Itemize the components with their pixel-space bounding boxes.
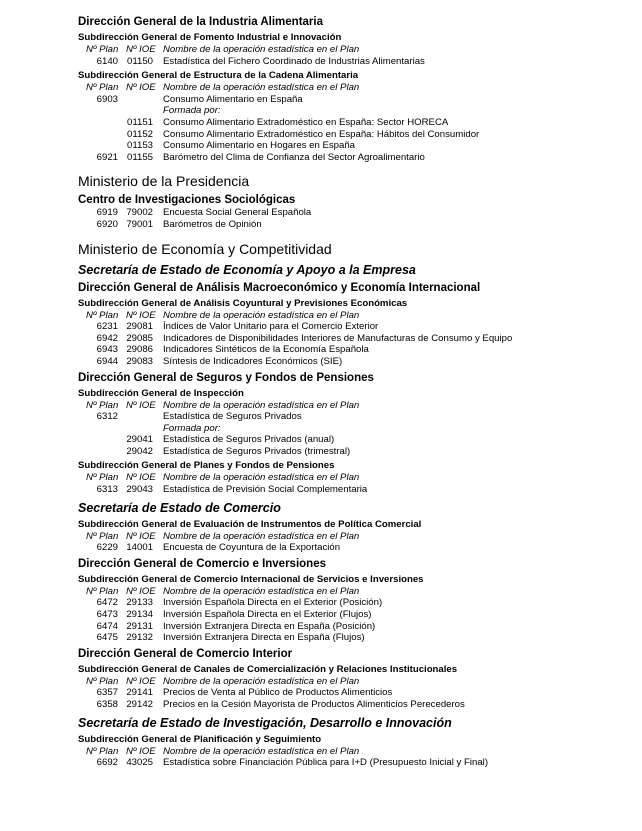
table-row xyxy=(78,542,618,554)
subdirectorate-heading: Subdirección General de Planes y Fondos de Pensiones xyxy=(78,460,335,472)
table-row xyxy=(78,446,618,458)
plan-number xyxy=(78,140,118,152)
plan-number: 6472 xyxy=(96,597,118,609)
ioe-number: 43025 xyxy=(126,757,153,769)
operation-name: Encuesta Social General Española xyxy=(163,207,312,219)
header-ioe-number: Nº IOE xyxy=(126,399,156,411)
plan-number: 6920 xyxy=(96,218,118,230)
table-row xyxy=(78,757,618,769)
operation-name: Indicadores Sintéticos de la Economía Española xyxy=(163,344,369,356)
column-header-row xyxy=(78,82,618,94)
plan-number: 6474 xyxy=(96,620,118,632)
column-header-row xyxy=(78,472,618,484)
ioe-number: 29142 xyxy=(126,699,153,710)
subdirectorate-heading: Subdirección General de Estructura de la Cadena Alimentaria xyxy=(78,70,359,82)
ioe-number: 29141 xyxy=(126,687,153,699)
secretariat-heading: Secretaría de Estado de Economía y Apoyo a la Empresa xyxy=(78,262,416,277)
operation-name: Precios de Venta al Público de Productos Alimenticios xyxy=(163,687,393,699)
operation-name: Estadística de Seguros Privados (anual) xyxy=(163,434,335,446)
header-plan-number: Nº Plan xyxy=(86,44,119,55)
header-operation-name: Nombre de la operación estadística en el Plan xyxy=(163,309,360,321)
ioe-number: 01152 xyxy=(127,128,153,140)
ioe-number xyxy=(118,411,163,423)
ioe-number: 29043 xyxy=(126,484,153,496)
ioe-number: 79002 xyxy=(126,207,153,219)
ioe-number: 29081 xyxy=(126,321,153,333)
directorate-heading: Centro de Investigaciones Sociológicas xyxy=(78,194,296,207)
operation-name: Barómetros de Opinión xyxy=(163,218,262,230)
header-ioe-number: Nº IOE xyxy=(126,675,156,687)
ioe-number: 29083 xyxy=(126,355,153,367)
subdirectorate-heading: Subdirección General de Inspección xyxy=(78,387,244,399)
table-row xyxy=(78,484,618,496)
secretariat-heading: Secretaría de Estado de Investigación, Desarrollo e Innovación xyxy=(78,715,452,730)
plan-number: 6921 xyxy=(96,151,118,163)
header-operation-name: Nombre de la operación estadística en el Plan xyxy=(163,745,360,757)
table-row xyxy=(78,699,618,711)
operation-name: Inversión Española Directa en el Exterior (Flujos) xyxy=(163,609,372,621)
header-plan-number: Nº Plan xyxy=(86,472,119,484)
operation-name: Síntesis de Indicadores Económicos (SIE) xyxy=(163,355,343,367)
table-row xyxy=(78,129,618,141)
header-plan-number: Nº Plan xyxy=(86,745,119,757)
ioe-number: 01153 xyxy=(127,140,153,152)
subdirectorate-heading: Subdirección General de Fomento Industrial e Innovación xyxy=(78,32,342,43)
plan-number: 6231 xyxy=(96,321,118,333)
formed-by-label: Formada por: xyxy=(163,105,221,117)
header-ioe-number: Nº IOE xyxy=(126,44,156,55)
ministry-heading: Ministerio de Economía y Competitividad xyxy=(78,240,332,257)
operation-name: Estadística del Fichero Coordinado de Industrias Alimentarias xyxy=(163,55,425,67)
operation-name: Inversión Española Directa en el Exterior (Posición) xyxy=(163,597,383,609)
table-row xyxy=(78,356,618,368)
table-row xyxy=(78,56,618,68)
header-ioe-number: Nº IOE xyxy=(126,530,156,542)
formed-by-label: Formada por: xyxy=(163,422,221,434)
column-header-row xyxy=(78,531,618,543)
header-operation-name: Nombre de la operación estadística en el Plan xyxy=(163,399,360,411)
table-row xyxy=(78,152,618,164)
subdirectorate-heading: Subdirección General de Canales de Comercialización y Relaciones Institucionales xyxy=(78,663,458,675)
column-header-row xyxy=(78,586,618,598)
operation-name: Consumo Alimentario Extradoméstico en España: Hábitos del Consumidor xyxy=(163,128,480,140)
directorate-heading: Dirección General de la Industria Alimentaria xyxy=(78,16,323,28)
plan-number: 6312 xyxy=(96,411,118,423)
plan-number xyxy=(78,446,118,458)
plan-number: 6943 xyxy=(96,344,118,356)
operation-name: Indicadores de Disponibilidades Interiores de Manufacturas de Consumo y Equipo xyxy=(163,332,513,344)
plan-number: 6944 xyxy=(96,355,118,367)
header-plan-number: Nº Plan xyxy=(86,399,119,411)
operation-name: Precios en la Cesión Mayorista de Productos Alimenticios Perecederos xyxy=(163,699,465,710)
ioe-number: 29133 xyxy=(126,597,153,609)
header-ioe-number: Nº IOE xyxy=(126,585,156,597)
plan-number: 6903 xyxy=(96,93,118,105)
operation-name: Inversión Extranjera Directa en España (Posición) xyxy=(163,620,376,632)
table-row xyxy=(78,207,618,219)
header-ioe-number: Nº IOE xyxy=(126,309,156,321)
plan-number xyxy=(78,117,118,129)
table-row xyxy=(78,344,618,356)
table-row xyxy=(78,140,618,152)
table-row xyxy=(78,621,618,633)
operation-name: Inversión Extranjera Directa en España (Flujos) xyxy=(163,632,365,644)
plan-number: 6473 xyxy=(96,609,118,621)
secretariat-heading: Secretaría de Estado de Comercio xyxy=(78,500,281,515)
header-operation-name: Nombre de la operación estadística en el Plan xyxy=(163,82,360,94)
header-operation-name: Nombre de la operación estadística en el Plan xyxy=(163,44,360,55)
directorate-heading: Dirección General de Análisis Macroeconómico y Economía Internacional xyxy=(78,281,481,294)
ioe-number: 29041 xyxy=(126,434,153,446)
plan-number: 6358 xyxy=(96,699,118,710)
plan-number xyxy=(78,434,118,446)
column-header-row xyxy=(78,746,618,758)
ioe-number: 29086 xyxy=(126,344,153,356)
table-row xyxy=(78,632,618,644)
table-row xyxy=(78,434,618,446)
plan-number: 6919 xyxy=(96,207,118,219)
operation-name: Estadística de Seguros Privados xyxy=(163,411,302,423)
plan-number: 6140 xyxy=(96,55,118,67)
composition-note xyxy=(78,423,618,435)
column-header-row xyxy=(78,310,618,322)
operation-name: Estadística sobre Financiación Pública para I+D (Presupuesto Inicial y Final) xyxy=(163,757,489,769)
operation-name: Consumo Alimentario en España xyxy=(163,93,303,105)
header-ioe-number: Nº IOE xyxy=(126,82,156,94)
table-row xyxy=(78,687,618,699)
operation-name: Encuesta de Coyuntura de la Exportación xyxy=(163,542,341,554)
header-plan-number: Nº Plan xyxy=(86,530,119,542)
operation-name: Consumo Alimentario Extradoméstico en España: Sector HORECA xyxy=(163,116,449,128)
header-plan-number: Nº Plan xyxy=(86,675,119,687)
table-row xyxy=(78,321,618,333)
directorate-heading: Dirección General de Seguros y Fondos de Pensiones xyxy=(78,371,374,384)
plan-number: 6692 xyxy=(96,757,118,769)
ministry-heading: Ministerio de la Presidencia xyxy=(78,173,250,190)
table-row xyxy=(78,609,618,621)
ioe-number: 01155 xyxy=(127,151,153,163)
table-row xyxy=(78,597,618,609)
ioe-number: 29134 xyxy=(126,609,153,621)
ioe-number: 14001 xyxy=(126,542,153,554)
header-ioe-number: Nº IOE xyxy=(126,745,156,757)
plan-number xyxy=(78,129,118,141)
ioe-number: 29042 xyxy=(126,445,153,457)
table-row xyxy=(78,117,618,129)
ioe-number: 29132 xyxy=(126,632,153,644)
operation-name: Índices de Valor Unitario para el Comercio Exterior xyxy=(163,321,379,333)
plan-number: 6475 xyxy=(96,632,118,644)
header-operation-name: Nombre de la operación estadística en el Plan xyxy=(163,530,360,542)
header-operation-name: Nombre de la operación estadística en el Plan xyxy=(163,585,360,597)
operation-name: Consumo Alimentario en Hogares en España xyxy=(163,140,355,152)
header-operation-name: Nombre de la operación estadística en el Plan xyxy=(163,472,360,484)
operation-name: Barómetro del Clima de Confianza del Sector Agroalimentario xyxy=(163,151,425,163)
header-plan-number: Nº Plan xyxy=(86,82,119,94)
header-ioe-number: Nº IOE xyxy=(126,472,156,484)
header-plan-number: Nº Plan xyxy=(86,309,119,321)
plan-number: 6357 xyxy=(96,687,118,699)
header-plan-number: Nº Plan xyxy=(86,585,119,597)
plan-number: 6313 xyxy=(96,484,118,496)
ioe-number: 29131 xyxy=(126,620,153,632)
ioe-number: 29085 xyxy=(126,332,153,344)
ioe-number: 79001 xyxy=(126,218,153,230)
column-header-row xyxy=(78,44,618,56)
table-row xyxy=(78,94,618,106)
ioe-number: 01151 xyxy=(127,116,153,128)
operation-name: Estadística de Seguros Privados (trimestral) xyxy=(163,445,351,457)
plan-number: 6942 xyxy=(96,332,118,344)
directorate-heading: Dirección General de Comercio e Inversiones xyxy=(78,557,326,570)
column-header-row xyxy=(78,400,618,412)
subdirectorate-heading: Subdirección General de Comercio Internacional de Servicios e Inversiones xyxy=(78,573,424,585)
composition-note xyxy=(78,105,618,117)
table-row xyxy=(78,333,618,345)
subdirectorate-heading: Subdirección General de Evaluación de Instrumentos de Política Comercial xyxy=(78,518,422,530)
subdirectorate-heading: Subdirección General de Análisis Coyuntural y Previsiones Económicas xyxy=(78,297,408,309)
table-row xyxy=(78,219,618,231)
header-operation-name: Nombre de la operación estadística en el Plan xyxy=(163,675,360,687)
column-header-row xyxy=(78,676,618,688)
ioe-number xyxy=(118,94,163,106)
table-row xyxy=(78,411,618,423)
ioe-number: 01150 xyxy=(127,55,153,67)
subdirectorate-heading: Subdirección General de Planificación y Seguimiento xyxy=(78,733,322,745)
operation-name: Estadística de Previsión Social Complementaria xyxy=(163,484,368,496)
plan-number: 6229 xyxy=(96,542,118,554)
directorate-heading: Dirección General de Comercio Interior xyxy=(78,647,293,660)
